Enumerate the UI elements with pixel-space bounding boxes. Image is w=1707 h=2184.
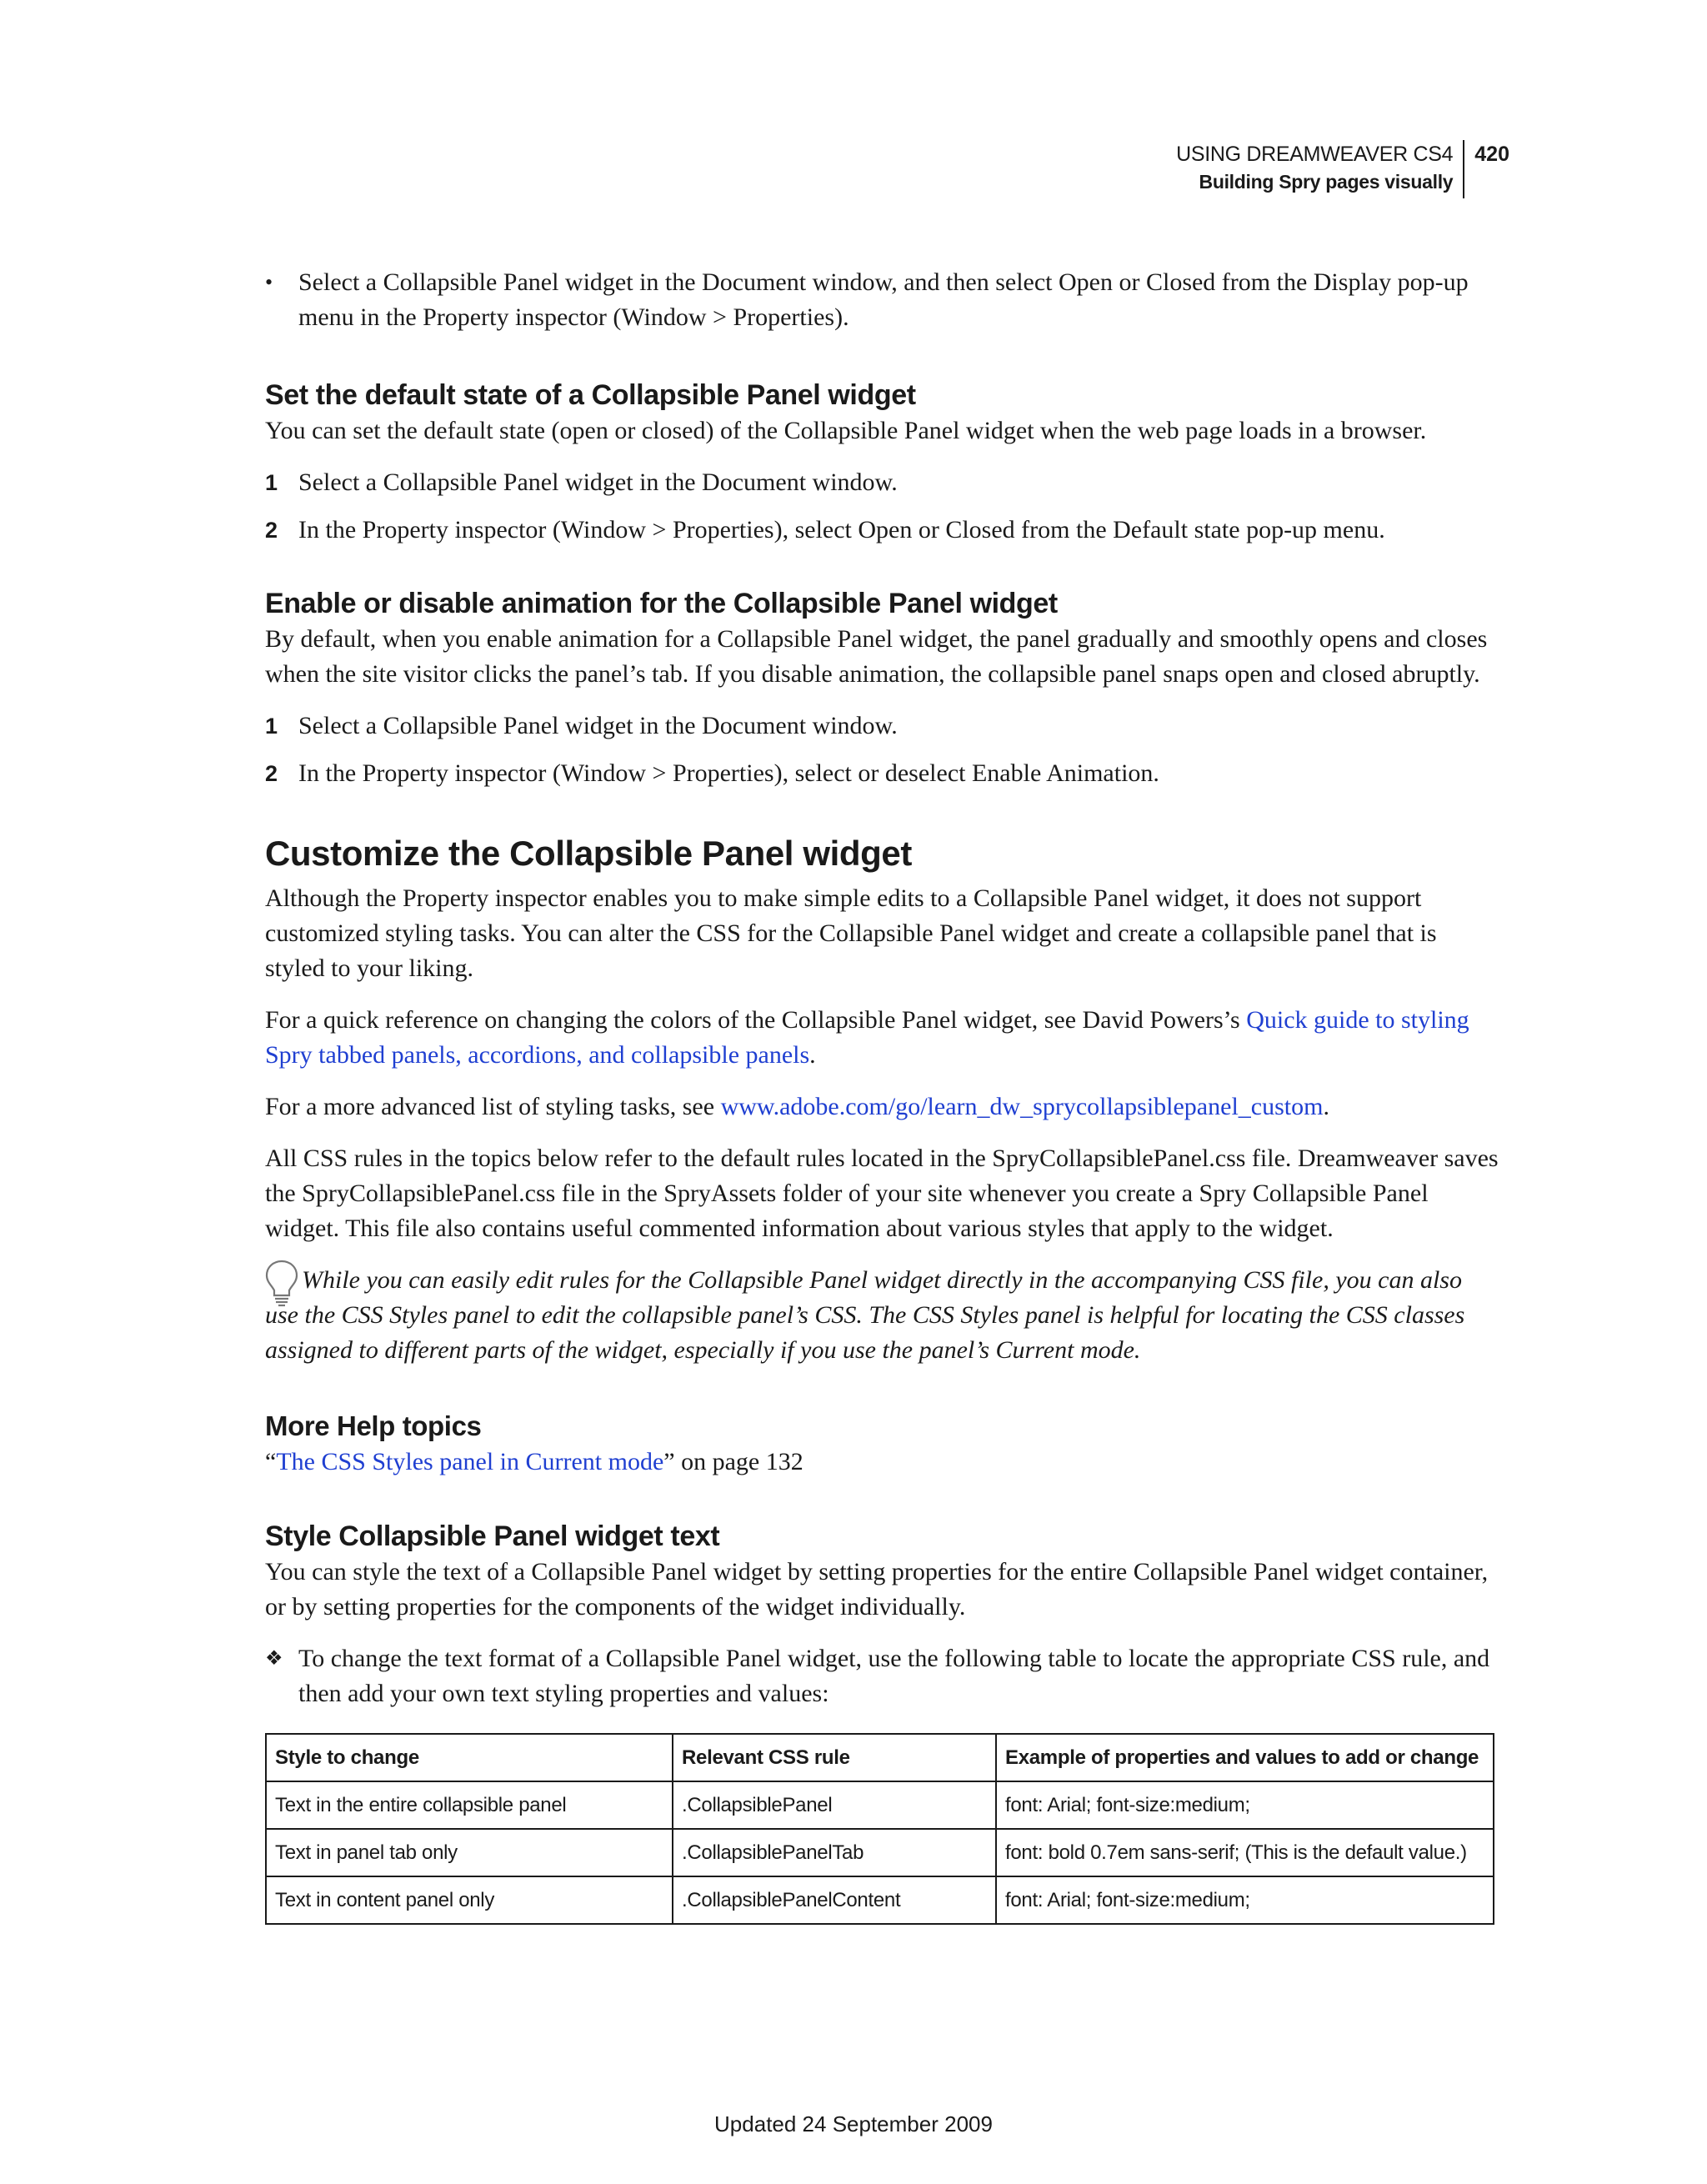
table-header-cell: Relevant CSS rule: [673, 1734, 996, 1781]
default-state-heading: Set the default state of a Collapsible Panel widget: [265, 379, 916, 411]
css-styles-current-mode-link[interactable]: The CSS Styles panel in Current mode: [276, 1448, 664, 1475]
style-text-step: [265, 1641, 1499, 1711]
table-cell: Text in content panel only: [266, 1876, 673, 1924]
quick-guide-link[interactable]: Quick guide to styling Spry tabbed panels, accordions, and collapsible panels: [265, 1006, 1469, 1069]
paragraph-text: For a more advanced list of styling tasks, see: [265, 1093, 721, 1120]
style-text-heading: Style Collapsible Panel widget text: [265, 1520, 720, 1552]
table-header-cell: Example of properties and values to add or change: [996, 1734, 1494, 1781]
step-number: 1: [265, 470, 278, 495]
tip-text: While you can easily edit rules for the Collapsible Panel widget directly in the accompanying CSS file, you can also use the CSS Styles panel to edit the collapsible panel’s CSS. The CSS Styles panel is helpful for locating the CSS classes assigned to different parts of the widget, especially if you use the panel’s Current mode.: [265, 1266, 1465, 1364]
diamond-bullet-icon: ❖: [265, 1648, 283, 1670]
table-cell: .CollapsiblePanelTab: [673, 1829, 996, 1876]
css-rules-table: [265, 1733, 1494, 1925]
table-row: [266, 1781, 1494, 1829]
step-number: 2: [265, 761, 278, 786]
customize-paragraph-1: Although the Property inspector enables you to make simple edits to a Collapsible Panel widget, it does not support customized styling tasks. You can alter the CSS for the Collapsible Panel widget and create a collapsible panel that is styled to your liking.: [265, 884, 1437, 982]
animation-step-1: [265, 709, 1499, 744]
step-number: 1: [265, 714, 278, 739]
table-cell: .CollapsiblePanel: [673, 1781, 996, 1829]
customize-heading: Customize the Collapsible Panel widget: [265, 834, 912, 873]
animation-body: By default, when you enable animation for a Collapsible Panel widget, the panel gradually and smoothly opens and closes when the site visitor clicks the panel’s tab. If you disable animation, the collapsible panel snaps open and closed abruptly.: [265, 625, 1488, 688]
open-quote: “: [265, 1448, 277, 1475]
page-reference: ” on page 132: [663, 1448, 803, 1475]
book-title: USING DREAMWEAVER CS4: [1176, 143, 1454, 166]
running-header-text: [1176, 140, 1464, 198]
table-cell: Text in the entire collapsible panel: [266, 1781, 673, 1829]
table-header-cell: Style to change: [266, 1734, 673, 1781]
customize-paragraph-3: [265, 1089, 1499, 1125]
table-cell: font: Arial; font-size:medium;: [996, 1876, 1494, 1924]
style-text-body: You can style the text of a Collapsible Panel widget by setting properties for the entire Collapsible Panel widget container, or by setting properties for the components of the widget individually.: [265, 1558, 1489, 1620]
table-cell: font: bold 0.7em sans-serif; (This is the default value.): [996, 1829, 1494, 1876]
animation-step-2: [265, 756, 1499, 791]
default-state-step-2: [265, 513, 1499, 548]
default-state-step-1: [265, 465, 1499, 500]
table-header-row: [266, 1734, 1494, 1781]
page-footer: Updated 24 September 2009: [714, 2111, 993, 2136]
step-text: In the Property inspector (Window > Properties), select or deselect Enable Animation.: [298, 759, 1159, 787]
bullet-icon: •: [265, 270, 273, 294]
customize-paragraph-4: All CSS rules in the topics below refer to the default rules located in the SpryCollapsiblePanel.css file. Dreamweaver saves the SpryCollapsiblePanel.css file in the SpryAssets folder of your site whenever you create a Spry Collapsible Panel widget. This file also contains useful commented information about various styles that apply to the widget.: [265, 1145, 1499, 1242]
more-help-item: [265, 1445, 1499, 1480]
table-row: [266, 1876, 1494, 1924]
table-cell: Text in panel tab only: [266, 1829, 673, 1876]
page-number: 420: [1474, 143, 1509, 166]
step-number: 2: [265, 518, 278, 543]
table-row: [266, 1829, 1494, 1876]
table-cell: .CollapsiblePanelContent: [673, 1876, 996, 1924]
step-text: In the Property inspector (Window > Properties), select Open or Closed from the Default state pop-up menu.: [298, 516, 1385, 543]
animation-heading: Enable or disable animation for the Collapsible Panel widget: [265, 588, 1058, 619]
page-content: [265, 265, 1499, 1925]
paragraph-text: For a quick reference on changing the colors of the Collapsible Panel widget, see David Powers’s: [265, 1006, 1247, 1034]
step-text: Select a Collapsible Panel widget in the Document window.: [298, 712, 898, 739]
paragraph-text: .: [1323, 1093, 1329, 1120]
chapter-title: Building Spry pages visually: [1199, 171, 1454, 193]
style-text-step-text: To change the text format of a Collapsible Panel widget, use the following table to locate the appropriate CSS rule, and then add your own text styling properties and values:: [298, 1645, 1490, 1707]
more-help-heading: More Help topics: [265, 1410, 482, 1441]
step-text: Select a Collapsible Panel widget in the Document window.: [298, 468, 898, 496]
intro-bullet: [265, 265, 1499, 335]
intro-bullet-text: Select a Collapsible Panel widget in the Document window, and then select Open or Closed from the Display pop-up menu in the Property inspector (Window > Properties).: [298, 268, 1469, 331]
tip-note: [265, 1263, 1499, 1368]
table-cell: font: Arial; font-size:medium;: [996, 1781, 1494, 1829]
lightbulb-icon: [263, 1258, 300, 1308]
default-state-body: You can set the default state (open or closed) of the Collapsible Panel widget when the web page loads in a browser.: [265, 417, 1427, 444]
customize-paragraph-2: [265, 1003, 1499, 1073]
paragraph-text: .: [809, 1041, 816, 1069]
running-header: [1176, 140, 1509, 198]
adobe-styling-link[interactable]: www.adobe.com/go/learn_dw_sprycollapsiblepanel_custom: [720, 1093, 1324, 1120]
